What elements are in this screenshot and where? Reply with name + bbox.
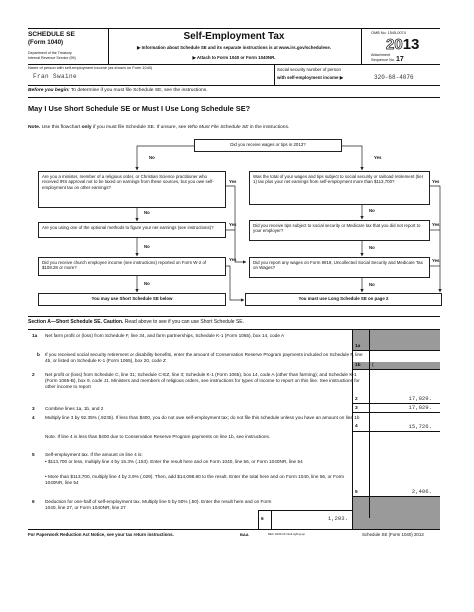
fc-short-result: You may use Short Schedule SE below — [38, 293, 226, 306]
box-3-label: 3 — [355, 406, 358, 411]
line-5-bullet-1-text: • $113,700 or less, multiply line 4 by 15.3% (.153). Enter the result here and on Form 1040, line 56, or Form 1040NR, line 54 — [45, 459, 303, 464]
omb-number: OMB No. 1545-0074 — [371, 31, 406, 35]
sequence-number: 17 — [396, 56, 404, 63]
fc-no-top: No — [149, 155, 155, 160]
line-2-num: 2 — [32, 372, 35, 377]
note-label: Note. — [28, 125, 41, 130]
fc-no-minister: No — [144, 210, 150, 215]
shaded-area-6 — [352, 496, 440, 529]
attachment-label: Attachment — [371, 53, 391, 57]
rule-4 — [352, 431, 440, 432]
line-4-note-text: Note. If line 4 is less than $400 due to Conservation Reserve Program payments on line 1b, see instructions. — [45, 434, 271, 439]
line-6-num: 6 — [32, 499, 35, 504]
fc-no-total: No — [369, 208, 375, 213]
year-suffix: 13 — [402, 36, 420, 53]
before-begin-text: To determine if you must file Schedule SE, see the instructions. — [69, 88, 208, 93]
box-6-amount[interactable]: 1,203. — [327, 515, 348, 522]
rule-1b — [352, 369, 440, 370]
sequence-label: Sequence No. — [371, 58, 396, 62]
section-heading: May I Use Short Schedule SE or Must I Use Long Schedule SE? — [28, 104, 251, 113]
fc-optional-question: Are you using one of the optional methods to figure your net earnings (see instructions)? — [38, 222, 226, 238]
section-a-heading — [28, 320, 244, 326]
box-4-amount[interactable]: 15,726. — [408, 423, 432, 430]
col-line-6c — [352, 510, 353, 529]
schedule-title: SCHEDULE SE — [28, 31, 75, 38]
line-6-text: Deduction for one-half of self-employment tax. Multiply line 5 by 50% (.50). Enter the result here and on Form 1040, line 27, or Form 1040NR, line 27 — [45, 499, 272, 510]
col-line-6b — [271, 510, 272, 529]
box-1b-amount[interactable]: ( — [372, 362, 374, 368]
year-prefix: 20 — [386, 36, 403, 53]
rule-3 — [352, 412, 440, 413]
fc-yes-total: Yes — [432, 179, 440, 184]
ssn-field[interactable]: 320-68-4076 — [374, 74, 414, 81]
box-3-amount[interactable]: 17,029. — [408, 404, 432, 411]
attach-line: ▶ Attach to Form 1040 or Form 1040NR. — [192, 55, 276, 60]
line-5-bullet-2-text: • More than $113,700, multiply line 4 by 2.9% (.029). Then, add $14,098.80 to the result. Enter the total here and on Form 1040, line 56, or Form 1040NR, line 54 — [45, 474, 345, 485]
fc-no-optional: No — [144, 244, 150, 249]
line-5-num: 5 — [32, 452, 35, 457]
fc-total-question: Was the total of your wages and tips subject to social security or railroad retirement (tier 1) tax plus your net earnings from self-employment more than $113,700? — [249, 171, 430, 205]
box-5-label: 5 — [355, 490, 358, 495]
box-6-label: 6 — [261, 517, 264, 522]
note-text-1: Use this flowchart — [40, 125, 82, 130]
irs-label: Internal Revenue Service (99) — [28, 56, 76, 60]
fc-no-church: No — [144, 281, 150, 286]
fc-long-result: You must use Long Schedule SE on page 2 — [245, 293, 442, 306]
box-1b-label: 1b — [355, 363, 361, 368]
fc-church-question: Did you receive church employee income (see instructions) reported on Form W-2 of $108.28 or more? — [38, 257, 226, 276]
note-text-3: in the instructions. — [248, 125, 290, 130]
line-3-text: Combine lines 1a, 1b, and 2 — [45, 406, 104, 411]
box-2-label: 2 — [355, 397, 358, 402]
rule-5 — [352, 496, 440, 497]
section-a-caution: Caution. — [102, 319, 124, 325]
note-italic: Who Must File Schedule SE — [187, 125, 249, 130]
fc-top-question: Did you receive wages or tips in 2013? — [194, 139, 342, 152]
line-1b-text: If you received social security retirement or disability benefits, enter the amount of Conservation Reserve Program payments included on Schedule F, line 4b, or listed on Schedule K-1 (Form 1065), box 20, code Z — [45, 352, 363, 363]
line-2-text: Net profit or (loss) from Schedule C, line 31; Schedule C-EZ, line 3; Schedule K-1 (Form 1065), box 14, code A (other than farming); and Schedule K-1 (Form 1065-B), box 9, code J1. Ministers and members of religious orders, see instructions for types of income to report on this line. See instructions for other income to report — [45, 372, 360, 389]
fc-no-8919: No — [369, 282, 375, 287]
footer-code: REV 10/21/13 Intuit.cg8.sp.sp — [268, 532, 306, 536]
line-1a-text: Net farm profit or (loss) from Schedule F, line 34, and farm partnerships, Schedule K-1 (Form 1065), box 14, code A — [45, 333, 285, 338]
rule-1a — [352, 350, 440, 351]
fc-yes-tips: Yes — [432, 222, 440, 227]
ssn-label-1: Social security number of person — [277, 67, 341, 72]
footer-rule — [28, 529, 440, 530]
name-label: Name of person with self-employment income (as shown on Form 1040) — [28, 65, 153, 70]
line-3-num: 3 — [32, 406, 35, 411]
section-a-text: Read above to see if you can use Short Schedule SE. — [123, 319, 245, 325]
footer-form-id: Schedule SE (Form 1040) 2013 — [362, 532, 424, 537]
before-begin-bold: Before you begin: — [28, 88, 70, 93]
section-a-label: Section A—Short Schedule SE. — [28, 319, 102, 325]
main-title: Self-Employment Tax — [183, 31, 285, 42]
info-line: ▶ Information about Schedule SE and its separate instructions is at www.irs.gov/schedulese. — [136, 45, 331, 50]
line-4-text: Multiply line 3 by 92.35% (.9235). If less than $400, you do not owe self-employment tax; do not file this schedule unless you have an amount on line 1b — [45, 415, 360, 420]
fc-minister-question: Are you a minister, member of a religious order, or Christian Science practitioner who received IRS approval not to be taxed on earnings from these sources, but you owe self-employment tax on other earnings? — [38, 171, 226, 208]
box-5-amount[interactable]: 2,406. — [411, 488, 432, 495]
ssn-label-2: with self-employment income ▶ — [277, 75, 344, 80]
box-2-amount[interactable]: 17,029. — [408, 395, 432, 402]
fc-yes-top: Yes — [374, 155, 382, 160]
box-1a-label: 1a — [355, 344, 361, 349]
fc-8919-question: Did you report any wages on Form 8919, Uncollected Social Security and Medicare Tax on Wages? — [249, 257, 430, 278]
line-4-num: 4 — [32, 415, 35, 420]
col-line-6a — [258, 510, 259, 529]
fc-tips-question: Did you receive tips subject to social security or Medicare tax that you did not report to your employer? — [249, 220, 430, 241]
fc-no-tips: No — [369, 245, 375, 250]
box-4-label: 4 — [355, 424, 358, 429]
footer-paperwork: For Paperwork Reduction Act Notice, see your tax return instructions. — [28, 532, 174, 537]
fc-yes-optional: Yes — [229, 222, 237, 227]
line-1a-num: 1a — [32, 333, 38, 338]
fc-yes-church: Yes — [229, 257, 237, 262]
fc-yes-minister: Yes — [229, 179, 237, 184]
name-field[interactable]: Fran Swaine — [33, 73, 78, 80]
line-1b-num: b — [37, 352, 40, 357]
note-only: only — [81, 125, 92, 130]
treasury-dept: Department of the Treasury — [28, 51, 72, 55]
note-text-2: if you must file Schedule SE. If unsure, see — [91, 125, 188, 130]
schedule-form: (Form 1040) — [28, 39, 64, 46]
fc-yes-8919: Yes — [432, 258, 440, 263]
footer-baa: BAA — [240, 532, 249, 537]
line-5-text: Self-employment tax. If the amount on line 4 is: — [45, 452, 143, 457]
section-a-top-rule — [28, 316, 440, 317]
